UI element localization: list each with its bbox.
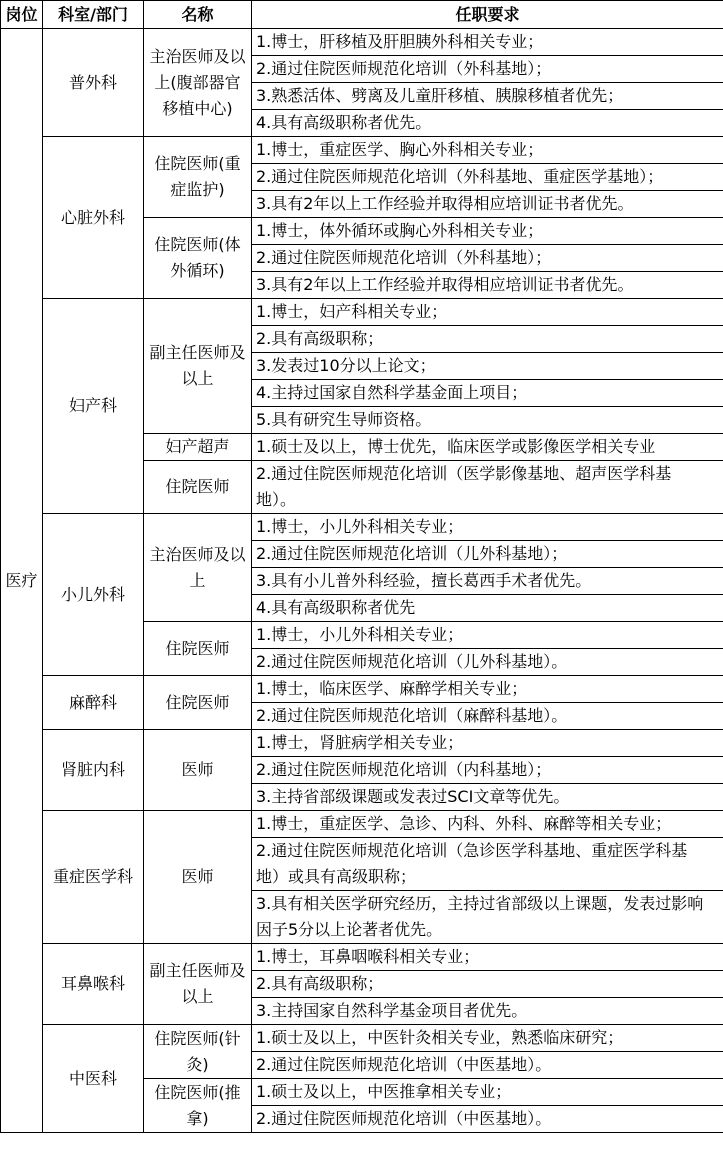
requirement-cell: 1.博士，小儿外科相关专业； (252, 514, 723, 541)
department-cell: 肾脏内科 (43, 730, 144, 811)
requirement-cell: 2.通过住院医师规范化培训（外科基地）； (252, 56, 723, 83)
position-cell: 医师 (144, 811, 252, 944)
table-row (1, 944, 723, 971)
position-cell: 主治医师及以上 (144, 514, 252, 622)
requirement-cell: 1.博士，妇产科相关专业； (252, 299, 723, 326)
department-cell: 普外科 (43, 29, 144, 137)
requirement-cell: 1.博士，临床医学、麻醉学相关专业； (252, 676, 723, 703)
requirement-cell: 3.具有2年以上工作经验并取得相应培训证书者优先。 (252, 272, 723, 299)
requirement-cell: 3.发表过10分以上论文； (252, 353, 723, 380)
category-cell: 医疗 (1, 29, 43, 1133)
requirement-cell: 2.具有高级职称； (252, 326, 723, 353)
requirement-cell: 1.博士，肝移植及肝胆胰外科相关专业； (252, 29, 723, 56)
position-cell: 住院医师 (144, 622, 252, 676)
position-cell: 副主任医师及以上 (144, 944, 252, 1025)
requirement-cell: 2.通过住院医师规范化培训（急诊医学科基地、重症医学科基地）或具有高级职称； (252, 838, 723, 891)
table-row (1, 1025, 723, 1052)
department-cell: 小儿外科 (43, 514, 144, 676)
requirement-cell: 1.硕士及以上，中医针灸相关专业，熟悉临床研究； (252, 1025, 723, 1052)
header-requirements: 任职要求 (252, 1, 723, 29)
requirement-cell: 1.硕士及以上，中医推拿相关专业； (252, 1079, 723, 1106)
requirement-cell: 1.博士，耳鼻咽喉科相关专业； (252, 944, 723, 971)
requirement-cell: 3.主持省部级课题或发表过SCI文章等优先。 (252, 784, 723, 811)
position-cell: 住院医师 (144, 676, 252, 730)
requirement-cell: 3.主持国家自然科学基金项目者优先。 (252, 998, 723, 1025)
position-cell: 住院医师 (144, 461, 252, 514)
requirement-cell: 2.通过住院医师规范化培训（医学影像基地、超声医学科基地）。 (252, 461, 723, 514)
requirement-cell: 1.博士，重症医学、胸心外科相关专业； (252, 137, 723, 164)
requirement-cell: 1.硕士及以上，博士优先，临床医学或影像医学相关专业 (252, 434, 723, 461)
requirement-cell: 3.熟悉活体、劈离及儿童肝移植、胰腺移植者优先； (252, 83, 723, 110)
department-cell: 麻醉科 (43, 676, 144, 730)
table-row (1, 299, 723, 326)
position-cell: 住院医师(重症监护) (144, 137, 252, 218)
position-cell: 住院医师(针灸) (144, 1025, 252, 1079)
requirement-cell: 5.具有研究生导师资格。 (252, 407, 723, 434)
requirement-cell: 2.通过住院医师规范化培训（内科基地）； (252, 757, 723, 784)
header-department: 科室/部门 (43, 1, 144, 29)
department-cell: 耳鼻喉科 (43, 944, 144, 1025)
requirement-cell: 2.具有高级职称； (252, 971, 723, 998)
requirement-cell: 2.通过住院医师规范化培训（中医基地）。 (252, 1052, 723, 1079)
header-row (1, 1, 723, 29)
position-cell: 妇产超声 (144, 434, 252, 461)
table-row (1, 514, 723, 541)
requirement-cell: 1.博士，肾脏病学相关专业； (252, 730, 723, 757)
requirement-cell: 4.具有高级职称者优先。 (252, 110, 723, 137)
table-row (1, 676, 723, 703)
requirement-cell: 2.通过住院医师规范化培训（麻醉科基地）。 (252, 703, 723, 730)
position-cell: 副主任医师及以上 (144, 299, 252, 434)
header-title: 名称 (144, 1, 252, 29)
requirement-cell: 2.通过住院医师规范化培训（儿外科基地）。 (252, 649, 723, 676)
position-cell: 住院医师(体外循环) (144, 218, 252, 299)
department-cell: 妇产科 (43, 299, 144, 514)
header-post: 岗位 (1, 1, 43, 29)
department-cell: 心脏外科 (43, 137, 144, 299)
department-cell: 中医科 (43, 1025, 144, 1133)
requirement-cell: 2.通过住院医师规范化培训（中医基地）。 (252, 1106, 723, 1133)
table-row (1, 29, 723, 56)
requirement-cell: 3.具有2年以上工作经验并取得相应培训证书者优先。 (252, 191, 723, 218)
table-row (1, 137, 723, 164)
table-row (1, 811, 723, 838)
requirement-cell: 2.通过住院医师规范化培训（外科基地、重症医学基地）； (252, 164, 723, 191)
position-cell: 主治医师及以上(腹部器官移植中心) (144, 29, 252, 137)
table-row (1, 730, 723, 757)
requirement-cell: 2.通过住院医师规范化培训（外科基地）； (252, 245, 723, 272)
position-cell: 医师 (144, 730, 252, 811)
position-cell: 住院医师(推拿) (144, 1079, 252, 1133)
requirement-cell: 3.具有相关医学研究经历，主持过省部级以上课题，发表过影响因子5分以上论著者优先。 (252, 891, 723, 944)
requirement-cell: 3.具有小儿普外科经验，擅长葛西手术者优先。 (252, 568, 723, 595)
table-body (1, 29, 723, 1133)
requirement-cell: 1.博士，体外循环或胸心外科相关专业； (252, 218, 723, 245)
requirement-cell: 1.博士，重症医学、急诊、内科、外科、麻醉等相关专业； (252, 811, 723, 838)
requirement-cell: 1.博士，小儿外科相关专业； (252, 622, 723, 649)
requirement-cell: 4.主持过国家自然科学基金面上项目； (252, 380, 723, 407)
requirement-cell: 2.通过住院医师规范化培训（儿外科基地）； (252, 541, 723, 568)
requirement-cell: 4.具有高级职称者优先 (252, 595, 723, 622)
department-cell: 重症医学科 (43, 811, 144, 944)
